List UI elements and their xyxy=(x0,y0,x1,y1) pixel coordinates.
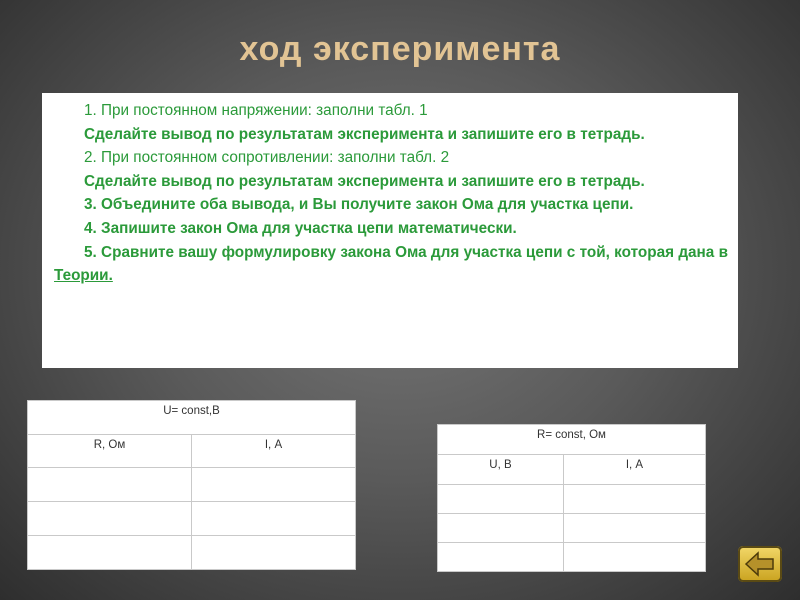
slide-title: ход эксперимента xyxy=(239,30,561,68)
table-constant-voltage xyxy=(27,400,356,570)
table-cell[interactable] xyxy=(28,468,192,502)
left-arrow-icon xyxy=(738,546,782,582)
table-cell[interactable] xyxy=(563,543,705,572)
table-cell[interactable] xyxy=(192,502,356,536)
table-cell[interactable] xyxy=(563,514,705,543)
theory-link[interactable]: Теории. xyxy=(54,267,113,285)
step-1: 1. При постоянном напряжении: заполни табл. 1 xyxy=(84,102,428,119)
table1-col-resistance: R, Ом xyxy=(28,435,192,468)
table-cell[interactable] xyxy=(438,514,564,543)
instructions-box xyxy=(42,93,738,368)
table-cell[interactable] xyxy=(563,485,705,514)
table1-col-current: I, А xyxy=(192,435,356,468)
table-cell[interactable] xyxy=(438,543,564,572)
step-5-text: 5. Сравните вашу формулировку закона Ома для участка цепи с той, которая дана в xyxy=(84,243,728,261)
step-5 xyxy=(54,241,728,288)
step-2: 2. При постоянном сопротивлении: заполни табл. 2 xyxy=(84,149,450,167)
step-3: 3. Объедините оба вывода, и Вы получите закон Ома для участка цепи. xyxy=(84,196,634,214)
table-constant-resistance xyxy=(437,424,706,572)
table2-header: R= const, Ом xyxy=(438,425,706,455)
table2-col-voltage: U, В xyxy=(438,455,564,485)
conclusion-1: Сделайте вывод по результатам эксперимента и запишите его в тетрадь. xyxy=(84,125,645,143)
table2-col-current: I, А xyxy=(563,455,705,485)
table-cell[interactable] xyxy=(192,468,356,502)
conclusion-2: Сделайте вывод по результатам эксперимента и запишите его в тетрадь. xyxy=(84,172,645,190)
table1-header: U= const,В xyxy=(28,401,356,435)
back-button[interactable] xyxy=(738,546,782,582)
table-cell[interactable] xyxy=(28,502,192,536)
step-4: 4. Запишите закон Ома для участка цепи математически. xyxy=(84,219,517,237)
table-cell[interactable] xyxy=(192,536,356,570)
table-cell[interactable] xyxy=(438,485,564,514)
table-cell[interactable] xyxy=(28,536,192,570)
